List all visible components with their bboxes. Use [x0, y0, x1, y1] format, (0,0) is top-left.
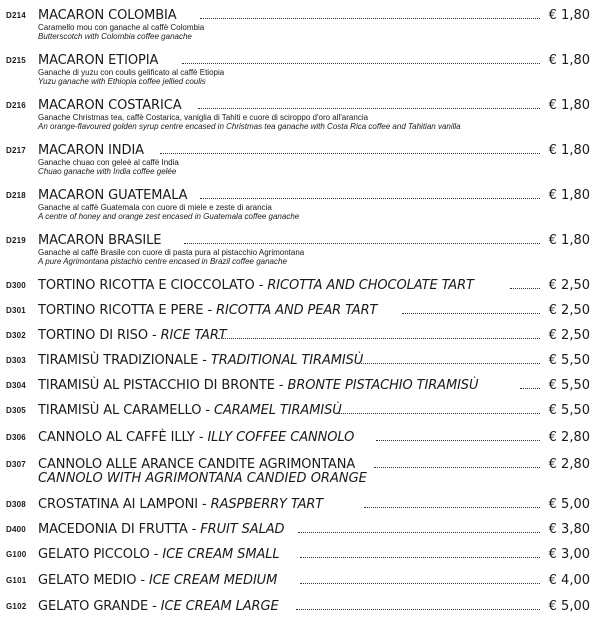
item-price: € 5,00	[548, 497, 590, 512]
item-code: D304	[6, 381, 26, 390]
item-code: D306	[6, 433, 26, 442]
item-name-line	[38, 328, 227, 343]
leader-dots	[160, 153, 540, 154]
item-code: G102	[6, 602, 27, 611]
item-description-en: An orange-flavoured golden syrup centre encased in Christmas tea ganache with Costa Rica coffee and Tahitian vanilla	[38, 122, 461, 131]
item-code: D305	[6, 406, 26, 415]
item-description: Caramello mou con ganache al caffè Colombia	[38, 23, 205, 32]
item-code: D302	[6, 331, 26, 340]
item-name: MACARON COLOMBIA	[38, 8, 177, 23]
item-code: D400	[6, 525, 26, 534]
item-name-line	[38, 522, 284, 537]
item-name-line	[38, 573, 277, 588]
item-name: CANNOLO AL CAFFÈ ILLY	[38, 430, 195, 445]
item-code: D219	[6, 236, 26, 245]
leader-dots	[218, 338, 540, 339]
leader-dots	[520, 388, 540, 389]
item-code: D308	[6, 500, 26, 509]
leader-dots	[364, 507, 540, 508]
item-name-en: BRONTE PISTACHIO TIRAMISÙ	[287, 378, 479, 393]
leader-dots	[374, 467, 540, 468]
item-price: € 2,80	[548, 457, 590, 472]
item-name-en: TRADITIONAL TIRAMISÙ	[210, 353, 364, 368]
item-price: € 1,80	[548, 53, 590, 68]
item-price: € 2,80	[548, 430, 590, 445]
item-description-en: Chuao ganache with India coffee gelée	[38, 167, 177, 176]
name-separator: -	[194, 430, 208, 445]
item-name: GELATO PICCOLO	[38, 547, 150, 562]
item-price: € 2,50	[548, 328, 590, 343]
item-name: TIRAMISÙ AL PISTACCHIO DI BRONTE	[38, 378, 275, 393]
name-separator: -	[148, 599, 161, 614]
item-name: GELATO MEDIO	[38, 573, 137, 588]
item-price: € 1,80	[548, 188, 590, 203]
item-name-en: CANNOLO WITH AGRIMONTANA CANDIED ORANGE	[38, 471, 367, 486]
leader-dots	[200, 198, 540, 199]
item-name-line	[38, 378, 478, 393]
item-description-en: A centre of honey and orange zest encased in Guatemala coffee ganache	[38, 212, 300, 221]
name-separator: -	[254, 278, 268, 293]
item-name-en: RICOTTA AND CHOCOLATE TART	[267, 278, 474, 293]
item-name-en: ICE CREAM LARGE	[160, 599, 279, 614]
name-separator: -	[198, 353, 211, 368]
name-separator: -	[203, 303, 217, 318]
item-name-line	[38, 353, 363, 368]
item-name-line	[38, 278, 474, 293]
item-name: TORTINO RICOTTA E CIOCCOLATO	[38, 278, 255, 293]
leader-dots	[298, 532, 540, 533]
item-name-en: ILLY COFFEE CANNOLO	[207, 430, 355, 445]
item-name: MACARON COSTARICA	[38, 98, 182, 113]
item-name-en: RICOTTA AND PEAR TART	[216, 303, 378, 318]
item-name: MACEDONIA DI FRUTTA	[38, 522, 188, 537]
item-name-en: ICE CREAM MEDIUM	[148, 573, 278, 588]
item-name-en: RASPBERRY TART	[210, 497, 324, 512]
item-price: € 1,80	[548, 233, 590, 248]
item-code: D300	[6, 281, 26, 290]
item-code: D218	[6, 191, 26, 200]
name-separator: -	[136, 573, 149, 588]
item-price: € 5,50	[548, 403, 590, 418]
item-name: TIRAMISÙ AL CARAMELLO	[38, 403, 202, 418]
leader-dots	[296, 609, 540, 610]
item-name-line	[38, 303, 377, 318]
item-price: € 1,80	[548, 98, 590, 113]
item-description-en: Yuzu ganache with Ethiopia coffee jellied coulis	[38, 77, 206, 86]
item-price: € 2,50	[548, 303, 590, 318]
leader-dots	[358, 363, 540, 364]
item-price: € 3,00	[548, 547, 590, 562]
item-name-line	[38, 403, 342, 418]
item-code: D214	[6, 11, 26, 20]
name-separator: -	[201, 403, 215, 418]
leader-dots	[182, 63, 540, 64]
item-description: Ganache di yuzu con coulis gelificato al caffè Etiopia	[38, 68, 225, 77]
item-name: CROSTATINA AI LAMPONI	[38, 497, 198, 512]
item-name-line	[38, 599, 279, 614]
item-code: D215	[6, 56, 26, 65]
item-price: € 4,00	[548, 573, 590, 588]
item-name-line	[38, 430, 354, 445]
item-name: TORTINO RICOTTA E PERE	[38, 303, 204, 318]
item-name: MACARON GUATEMALA	[38, 188, 188, 203]
item-price: € 5,00	[548, 599, 590, 614]
leader-dots	[198, 108, 540, 109]
item-name-en: CARAMEL TIRAMISÙ	[214, 403, 342, 418]
item-code: G101	[6, 576, 27, 585]
item-code: D301	[6, 306, 26, 315]
item-name-en: FRUIT SALAD	[200, 522, 285, 537]
name-separator: -	[187, 522, 201, 537]
name-separator: -	[149, 547, 163, 562]
item-name: TIRAMISÙ TRADIZIONALE	[38, 353, 199, 368]
item-description-en: Butterscotch with Colombia coffee ganache	[38, 32, 192, 41]
item-price: € 2,50	[548, 278, 590, 293]
item-name: CANNOLO ALLE ARANCE CANDITE AGRIMONTANA	[38, 457, 356, 472]
item-code: G100	[6, 550, 27, 559]
item-price: € 3,80	[548, 522, 590, 537]
leader-dots	[300, 583, 540, 584]
item-description-en: A pure Agrimontana pistachio centre encased in Brazil coffee ganache	[38, 257, 287, 266]
leader-dots	[184, 243, 540, 244]
item-name: MACARON BRASILE	[38, 233, 162, 248]
leader-dots	[338, 413, 540, 414]
name-separator: -	[274, 378, 288, 393]
item-description: Ganache al caffè Guatemala con cuore di miele e zeste di arancia	[38, 203, 272, 212]
item-name: MACARON ETIOPIA	[38, 53, 159, 68]
item-description: Ganache al caffè Brasile con cuore di pasta pura al pistacchio Agrimontana	[38, 248, 305, 257]
item-code: D303	[6, 356, 26, 365]
item-name: TORTINO DI RISO	[38, 328, 148, 343]
item-code: D307	[6, 460, 26, 469]
item-name: GELATO GRANDE	[38, 599, 149, 614]
item-description: Ganache chuao con geleè al caffè India	[38, 158, 179, 167]
leader-dots	[510, 288, 540, 289]
item-code: D216	[6, 101, 26, 110]
item-name-line	[38, 547, 280, 562]
item-price: € 5,50	[548, 378, 590, 393]
leader-dots	[376, 440, 540, 441]
item-name-en: ICE CREAM SMALL	[162, 547, 280, 562]
name-separator: -	[197, 497, 211, 512]
name-separator: -	[147, 328, 161, 343]
leader-dots	[402, 313, 540, 314]
item-code: D217	[6, 146, 26, 155]
item-price: € 1,80	[548, 8, 590, 23]
leader-dots	[300, 557, 540, 558]
item-price: € 5,50	[548, 353, 590, 368]
item-name-line	[38, 497, 323, 512]
item-name: MACARON INDIA	[38, 143, 144, 158]
item-description: Ganache Christmas tea, caffè Costarica, vaniglia di Tahiti e cuore di sciroppo d'oro all'arancia	[38, 113, 369, 122]
leader-dots	[200, 18, 540, 19]
item-price: € 1,80	[548, 143, 590, 158]
item-name-en: RICE TART	[160, 328, 227, 343]
